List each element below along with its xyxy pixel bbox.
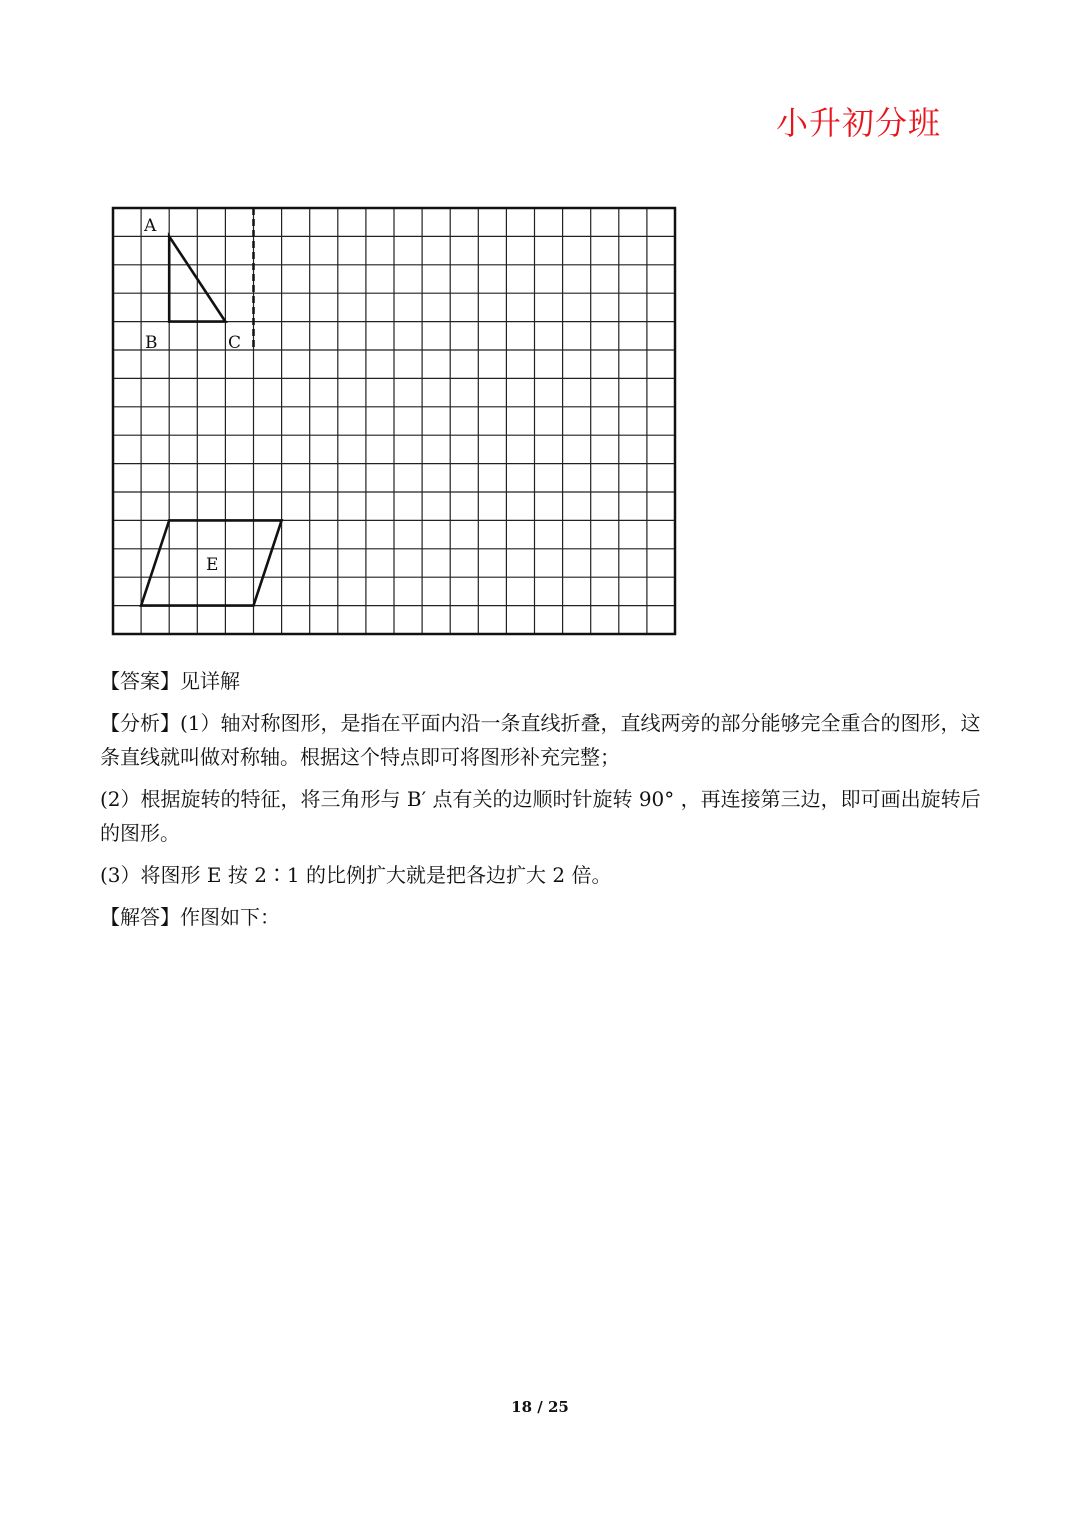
answer-line: 【答案】见详解 [100, 669, 240, 693]
label-e: E [206, 555, 219, 575]
analysis-part-3: (3）将图形 E 按 2∶1 的比例扩大就是把各边扩大 2 倍。 [100, 863, 612, 887]
page-number: 18 / 25 [511, 1398, 569, 1416]
grid-lines [113, 208, 675, 634]
label-a: A [144, 216, 157, 236]
analysis-part-2: (2）根据旋转的特征，将三角形与 B′ 点有关的边顺时针旋转 90° ，再连接第三边，即可画出旋转后的图形。 [100, 787, 981, 845]
label-b: B [145, 333, 158, 353]
solution-text [100, 664, 1000, 942]
analysis-part-1: 【分析】(1）轴对称图形，是指在平面内沿一条直线折叠，直线两旁的部分能够完全重合的图形，这条直线就叫做对称轴。根据这个特点即可将图形补充完整； [100, 711, 981, 769]
label-c: C [228, 333, 242, 353]
grid-figure [100, 196, 690, 646]
grid-svg [100, 196, 690, 646]
solution-line: 【解答】作图如下： [100, 905, 280, 929]
header-title: 小升初分班 [776, 104, 942, 142]
